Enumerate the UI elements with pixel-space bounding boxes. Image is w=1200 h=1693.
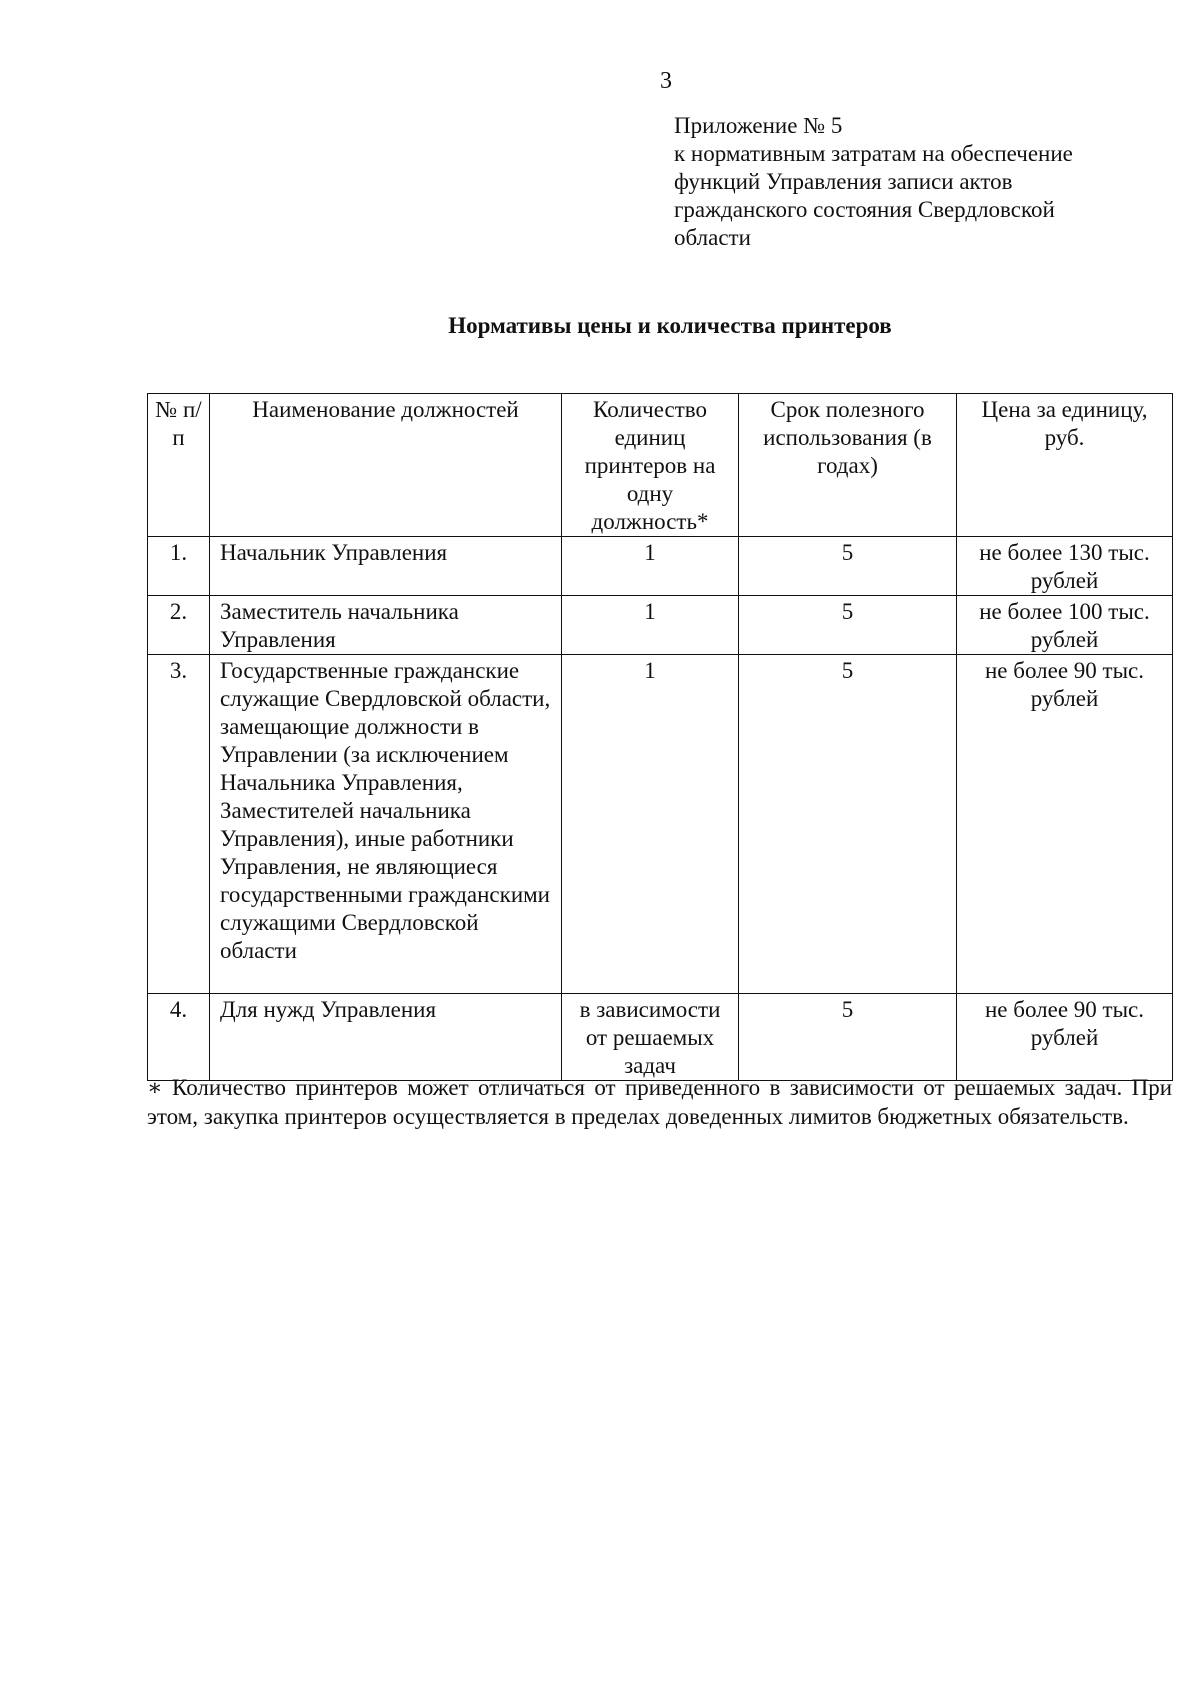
row-unit-price: не более 130 тыс. рублей (957, 537, 1173, 596)
row-quantity: 1 (562, 655, 739, 994)
table-header-row (148, 394, 1173, 537)
header-useful-life: Срок полезного использования (в годах) (739, 394, 957, 537)
appendix-line: гражданского состояния Свердловской (674, 197, 1055, 222)
row-useful-life: 5 (739, 537, 957, 596)
row-position: Для нужд Управления (210, 994, 562, 1081)
header-quantity: Количество единиц принтеров на одну должность* (562, 394, 739, 537)
row-position: Государственные гражданские служащие Свердловской области, замещающие должности в Управлении (за исключением Начальника Управления, Заместителей начальника Управления), иные работники Управления, не являющиеся государственными гражданскими служащими Свердловской области (210, 655, 562, 994)
page-number: 3 (660, 68, 672, 94)
table-row (148, 537, 1173, 596)
row-useful-life: 5 (739, 655, 957, 994)
row-useful-life: 5 (739, 596, 957, 655)
appendix-line: функций Управления записи актов (674, 169, 1013, 194)
row-unit-price: не более 90 тыс. рублей (957, 994, 1173, 1081)
row-number: 4. (148, 994, 210, 1081)
header-unit-price: Цена за единицу, руб. (957, 394, 1173, 537)
appendix-line: области (674, 225, 751, 250)
table-row (148, 994, 1173, 1081)
row-number: 3. (148, 655, 210, 994)
header-number: № п/п (148, 394, 210, 537)
table-row (148, 655, 1173, 994)
table-row (148, 596, 1173, 655)
row-unit-price: не более 90 тыс. рублей (957, 655, 1173, 994)
appendix-line: Приложение № 5 (674, 113, 843, 138)
row-quantity: 1 (562, 596, 739, 655)
document-title: Нормативы цены и количества принтеров (448, 313, 892, 338)
appendix-header (674, 112, 1144, 252)
row-number: 2. (148, 596, 210, 655)
row-number: 1. (148, 537, 210, 596)
norms-table (147, 393, 1172, 1081)
row-useful-life: 5 (739, 994, 957, 1081)
header-position: Наименование должностей (210, 394, 562, 537)
row-unit-price: не более 100 тыс. рублей (957, 596, 1173, 655)
row-position: Начальник Управления (210, 537, 562, 596)
appendix-line: к нормативным затратам на обеспечение (674, 141, 1073, 166)
row-quantity: в зависимости от решаемых задач (562, 994, 739, 1081)
row-quantity: 1 (562, 537, 739, 596)
row-position: Заместитель начальника Управления (210, 596, 562, 655)
footnote: ∗ Количество принтеров может отличаться от приведенного в зависимости от решаемых задач. При этом, закупка принтеров осуществляется в пределах доведенных лимитов бюджетных обязательств. (147, 1075, 1172, 1129)
